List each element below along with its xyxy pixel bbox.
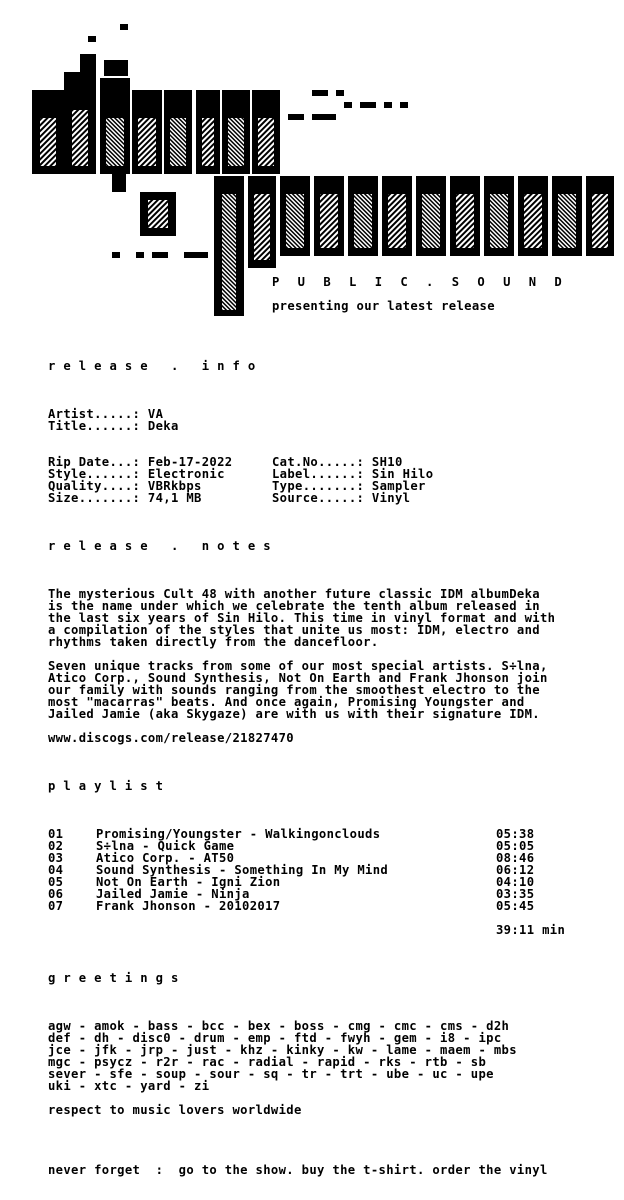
info-rip-date: Rip Date...: Feb-17-2022: [48, 455, 233, 469]
track-number: 06: [48, 887, 64, 901]
discogs-link[interactable]: www.discogs.com/release/21827470: [48, 731, 294, 745]
section-header-playlist: p l a y l i s t: [48, 779, 164, 793]
track-title: Sound Synthesis - Something In My Mind: [96, 863, 389, 877]
info-type: Type.......: Sampler: [272, 479, 426, 493]
notes-line: Seven unique tracks from some of our most special artists. S÷lna,: [48, 659, 548, 673]
title-line: Title......: Deka: [48, 419, 179, 433]
info-label: Label......: Sin Hilo: [272, 467, 434, 481]
notes-line: rhythms taken directly from the dancefloor.: [48, 635, 379, 649]
notes-line: Atico Corp., Sound Synthesis, Not On Earth and Frank Jhonson join: [48, 671, 548, 685]
track-time: 08:46: [496, 851, 535, 865]
track-title: Promising/Youngster - Walkingonclouds: [96, 827, 381, 841]
track-title: Frank Jhonson - 20102017: [96, 899, 281, 913]
logo-subtitle: P U B L I C . S O U N D: [272, 275, 568, 289]
info-size: Size.......: 74,1 MB: [48, 491, 202, 505]
footer-line: never forget : go to the show. buy the t-shirt. order the vinyl: [48, 1163, 548, 1177]
greetings-line: jce - jfk - jrp - just - khz - kinky - kw - lame - maem - mbs: [48, 1043, 517, 1057]
track-title: Atico Corp. - AT50: [96, 851, 235, 865]
track-number: 01: [48, 827, 64, 841]
track-number: 02: [48, 839, 64, 853]
track-time: 06:12: [496, 863, 535, 877]
track-time: 04:10: [496, 875, 535, 889]
track-number: 04: [48, 863, 64, 877]
track-time: 05:45: [496, 899, 535, 913]
logo-tagline: presenting our latest release: [272, 299, 495, 313]
section-header-greetings: g r e e t i n g s: [48, 971, 179, 985]
track-number: 03: [48, 851, 64, 865]
greetings-line: mgc - psycz - r2r - rac - radial - rapid - rks - rtb - sb: [48, 1055, 487, 1069]
greetings-line: def - dh - disc0 - drum - emp - ftd - fwyh - gem - i8 - ipc: [48, 1031, 502, 1045]
section-header-notes: r e l e a s e . n o t e s: [48, 539, 271, 553]
total-time: 39:11 min: [496, 923, 566, 937]
track-number: 07: [48, 899, 64, 913]
track-time: 05:38: [496, 827, 535, 841]
track-title: Not On Earth - Igni Zion: [96, 875, 281, 889]
info-style: Style......: Electronic: [48, 467, 225, 481]
info-cat-no: Cat.No.....: SH10: [272, 455, 403, 469]
track-number: 05: [48, 875, 64, 889]
notes-line: our family with sounds ranging from the smoothest electro to the: [48, 683, 540, 697]
respect-line: respect to music lovers worldwide: [48, 1103, 302, 1117]
notes-line: most "macarras" beats. And once again, Promising Youngster and: [48, 695, 525, 709]
greetings-line: sever - sfe - soup - sour - sq - tr - trt - ube - uc - upe: [48, 1067, 494, 1081]
notes-line: Jailed Jamie (aka Skygaze) are with us with their signature IDM.: [48, 707, 540, 721]
greetings-line: uki - xtc - yard - zi: [48, 1079, 210, 1093]
notes-line: is the name under which we celebrate the tenth album released in: [48, 599, 540, 613]
section-header-info: r e l e a s e . i n f o: [48, 359, 256, 373]
notes-line: the last six years of Sin Hilo. This time in vinyl format and with: [48, 611, 556, 625]
track-title: Jailed Jamie - Ninja: [96, 887, 250, 901]
track-time: 03:35: [496, 887, 535, 901]
track-time: 05:05: [496, 839, 535, 853]
greetings-line: agw - amok - bass - bcc - bex - boss - cmg - cmc - cms - d2h: [48, 1019, 510, 1033]
info-source: Source.....: Vinyl: [272, 491, 411, 505]
notes-line: a compilation of the styles that unite us most: IDM, electro and: [48, 623, 540, 637]
notes-line: The mysterious Cult 48 with another future classic IDM albumDeka: [48, 587, 540, 601]
info-quality: Quality....: VBRkbps: [48, 479, 202, 493]
artist-line: Artist.....: VA: [48, 407, 164, 421]
track-title: S÷lna - Quick Game: [96, 839, 235, 853]
